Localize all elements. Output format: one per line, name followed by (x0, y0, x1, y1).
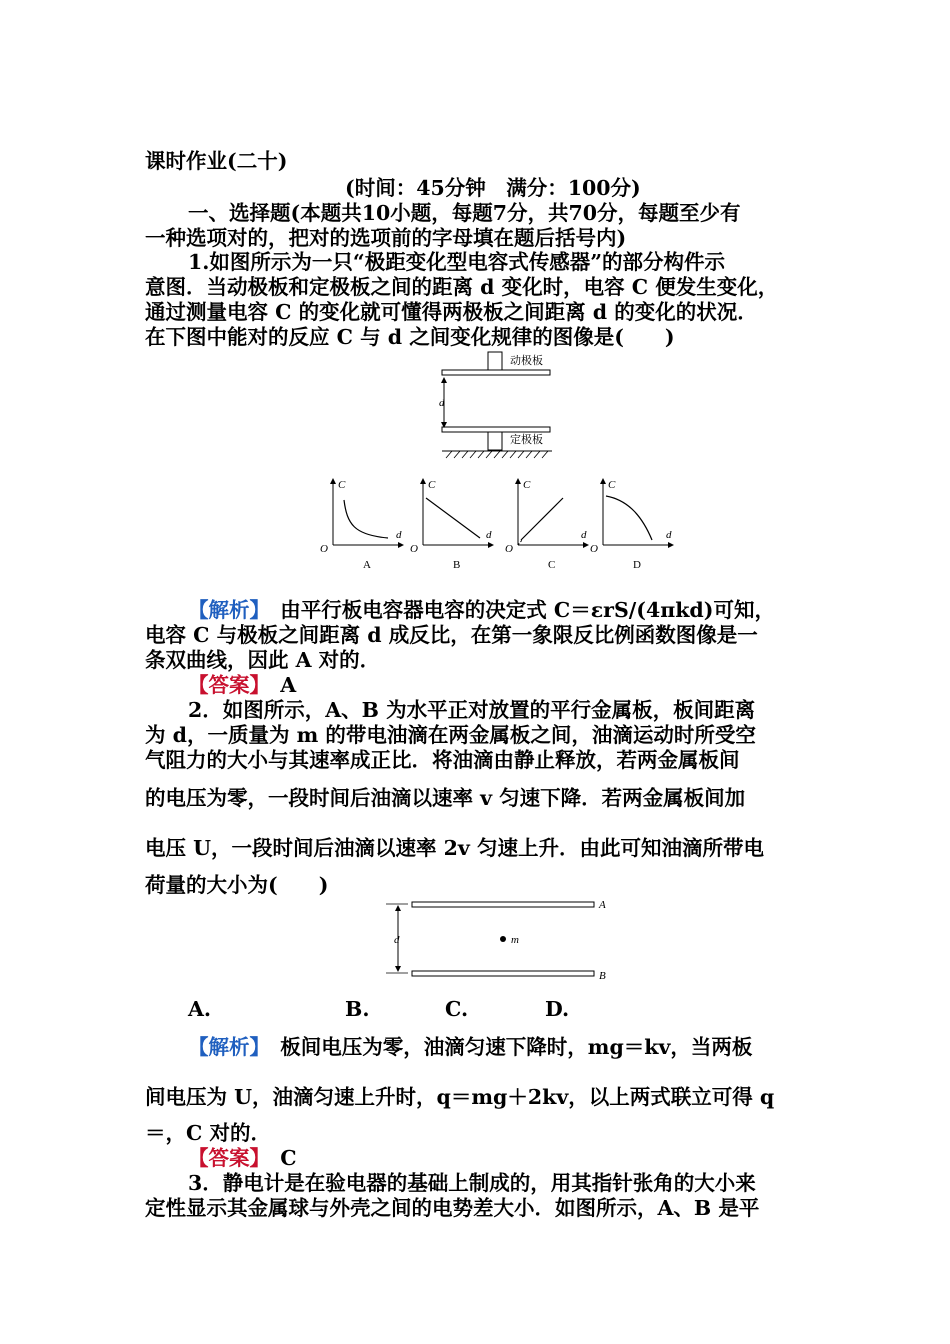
q1-answer: A (280, 673, 297, 697)
concave-down-curve (606, 496, 652, 540)
q2-line-5: 电压 U，一段时间后油滴以速率 2v 匀速上升．由此可知油滴所带电 (145, 836, 764, 860)
q2-answer-line (188, 1148, 853, 1169)
q1-line-2: 意图．当动极板和定极板之间的距离 d 变化时，电容 C 便发生变化， (145, 275, 779, 299)
q2-answer: C (280, 1146, 297, 1170)
section-desc: (本题共10小题，每题7分，共70分，每题至少有 (290, 201, 741, 225)
q1-answer-line (188, 675, 853, 696)
graph-label-b: B (453, 559, 461, 571)
q1-line-1: 1.如图所示为一只“极距变化型电容式传感器”的部分构件示 (188, 250, 725, 274)
q2-analysis-line-3: ＝，C 对的． (145, 1121, 271, 1145)
capacitor-sensor-figure (430, 350, 570, 465)
option-d: D. (545, 997, 570, 1021)
increasing-line (521, 498, 563, 540)
q1-line-4: 在下图中能对的反应 C 与 d 之间变化规律的图像是( ) (145, 325, 675, 349)
graph-option-a (320, 478, 404, 571)
q1-analysis-line-2: 电容 C 与极板之间距离 d 成反比，在第一象限反比例函数图像是一 (145, 623, 758, 647)
graph-c-axis: C (428, 479, 436, 491)
distance-label: d (439, 397, 445, 409)
graph-c-axis: C (523, 479, 531, 491)
page-title: 课时作业(二十) (145, 149, 288, 173)
q3-line-2: 定性显示其金属球与外壳之间的电势差大小．如图所示，A、B 是平 (145, 1196, 760, 1220)
graph-c-axis: C (608, 479, 616, 491)
graph-label-c: C (548, 559, 556, 571)
q2-line-6: 荷量的大小为( ) (145, 873, 329, 897)
inverse-curve (344, 500, 388, 538)
q1-analysis-line-3: 条双曲线，因此 A 对的． (145, 648, 381, 672)
moving-plate-label: 动极板 (510, 355, 543, 367)
graph-label-d: D (633, 559, 641, 571)
section-desc-2: 一种选项对的，把对的选项前的字母填在题后括号内) (145, 226, 627, 250)
section-heading-line (188, 203, 853, 224)
graph-d-axis: d (581, 529, 587, 541)
decreasing-line (426, 498, 480, 538)
graph-option-d (590, 478, 674, 571)
oil-drop-mass-label: m (511, 934, 519, 946)
option-a: A. (188, 997, 212, 1021)
parallel-plates-figure (378, 895, 618, 987)
plate-b-label: B (599, 970, 606, 982)
graph-c-axis: C (338, 479, 346, 491)
section-heading: 一、选择题 (188, 201, 291, 225)
graph-option-c (505, 478, 589, 571)
q1-analysis-line-1: 【解析】 由平行板电容器电容的决定式 C＝εrS/(4πkd)可知， (188, 598, 775, 622)
answer-tag: 【答案】 (188, 673, 260, 697)
graph-d-axis: d (396, 529, 402, 541)
option-c: C. (445, 997, 469, 1021)
graph-option-b (410, 478, 494, 571)
answer-tag: 【答案】 (188, 1146, 260, 1170)
fixed-plate-label: 定极板 (510, 434, 543, 446)
graph-origin: O (505, 543, 513, 555)
q2-line-3: 气阻力的大小与其速率成正比．将油滴由静止释放，若两金属板间 (145, 748, 740, 772)
q1-line-3: 通过测量电容 C 的变化就可懂得两极板之间距离 d 的变化的状况． (145, 300, 758, 324)
graph-origin: O (410, 543, 418, 555)
option-b: B. (345, 997, 370, 1021)
graph-label-a: A (363, 559, 371, 571)
plate-distance-label: d (394, 934, 400, 946)
graph-origin: O (590, 543, 598, 555)
time-info: (时间：45分钟 满分：100分) (345, 176, 641, 200)
q1-graph-options (318, 472, 688, 574)
graph-d-axis: d (666, 529, 672, 541)
graph-d-axis: d (486, 529, 492, 541)
q2-analysis-line-1: 【解析】 板间电压为零，油滴匀速下降时，mg＝kv，当两板 (188, 1035, 753, 1059)
q2-line-4: 的电压为零，一段时间后油滴以速率 v 匀速下降．若两金属板间加 (145, 786, 746, 810)
q2-line-1: 2．如图所示，A、B 为水平正对放置的平行金属板，板间距离 (188, 698, 756, 722)
plate-a-label: A (599, 899, 606, 911)
oil-drop (500, 936, 506, 942)
q3-line-1: 3．静电计是在验电器的基础上制成的，用其指针张角的大小来 (188, 1171, 756, 1195)
q2-line-2: 为 d，一质量为 m 的带电油滴在两金属板之间，油滴运动时所受空 (145, 723, 756, 747)
analysis-tag: 【解析】 (188, 598, 260, 622)
graph-origin: O (320, 543, 328, 555)
q2-analysis-line-2: 间电压为 U，油滴匀速上升时，q＝mg＋2kv，以上两式联立可得 q (145, 1085, 775, 1109)
analysis-tag: 【解析】 (188, 1035, 260, 1059)
